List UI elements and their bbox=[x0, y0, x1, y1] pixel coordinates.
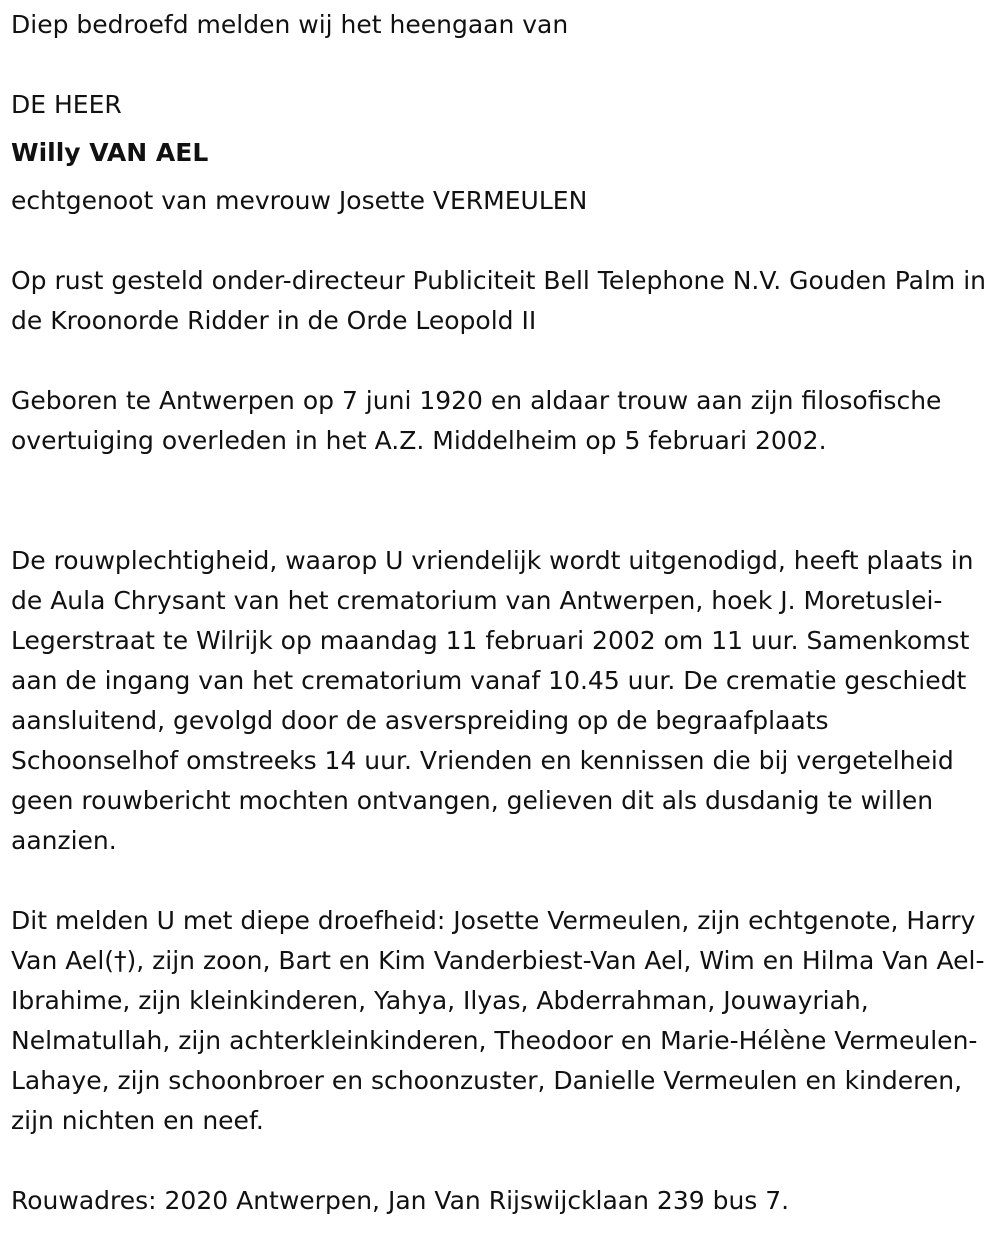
ceremony-paragraph: De rouwplechtigheid, waarop U vriendelijk wordt uitgenodigd, heeft plaats in de Aula Chrysant van het crematorium van Antwerpen, hoek J. Moretuslei-Legerstraat te Wilrijk op maandag 11 februari 2002 om 11 uur. Samenkomst aan de ingang van het crematorium vanaf 10.45 uur. De crematie geschiedt aansluitend, gevolgd door de asverspreiding op de begraafplaats Schoonselhof omstreeks 14 uur. Vrienden en kennissen die bij vergetelheid geen rouwbericht mochten ontvangen, gelieven dit als dusdanig te willen aanzien. bbox=[11, 546, 974, 855]
family-paragraph: Dit melden U met diepe droefheid: Josette Vermeulen, zijn echtgenote, Harry Van Ael(†), zijn zoon, Bart en Kim Vanderbiest-Van Ael, Wim en Hilma Van Ael-Ibrahime, zijn kleinkinderen, Yahya, Ilyas, Abderrahman, Jouwayriah, Nelmatullah, zijn achterkleinkinderen, Theodoor en Marie-Hélène Vermeulen-Lahaye, zijn schoonbroer en schoonzuster, Danielle Vermeulen en kinderen, zijn nichten en neef. bbox=[11, 906, 985, 1135]
salutation: DE HEER bbox=[11, 90, 122, 119]
birth-death-paragraph: Geboren te Antwerpen op 7 juni 1920 en aldaar trouw aan zijn filosofische overtuiging overleden in het A.Z. Middelheim op 5 februari 2002. bbox=[11, 386, 942, 455]
spouse-text: echtgenoot van mevrouw Josette VERMEULEN bbox=[11, 186, 588, 215]
career-paragraph: Op rust gesteld onder-directeur Publiciteit Bell Telephone N.V. Gouden Palm in de Kroonorde Ridder in de Orde Leopold II bbox=[11, 266, 986, 335]
intro-text: Diep bedroefd melden wij het heengaan van bbox=[11, 10, 569, 39]
address-text: Rouwadres: 2020 Antwerpen, Jan Van Rijswijcklaan 239 bus 7. bbox=[11, 1186, 790, 1215]
deceased-name: Willy VAN AEL bbox=[11, 138, 209, 167]
